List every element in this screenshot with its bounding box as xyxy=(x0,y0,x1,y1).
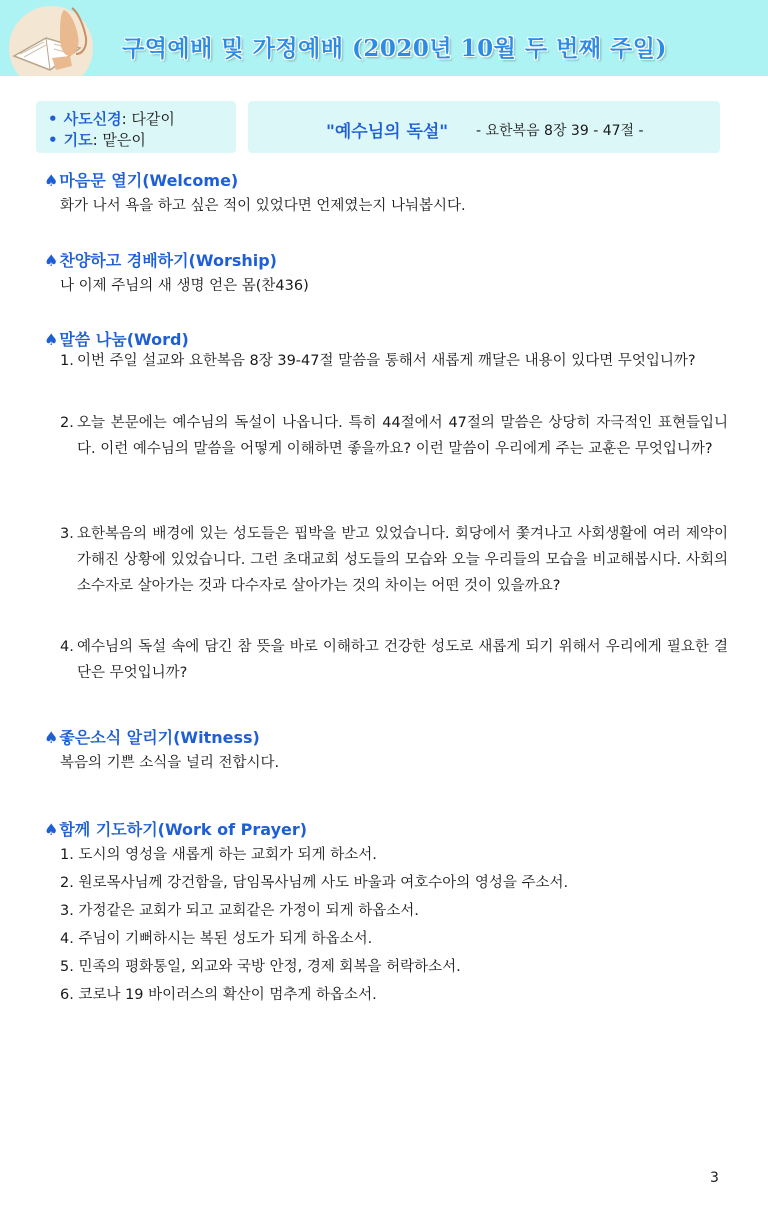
word-question-4: 4. 예수님의 독설 속에 담긴 참 뜻을 바로 이해하고 건강한 성도로 새롭게 되기 위해서 우리에게 필요한 결단은 무엇입니까? xyxy=(60,639,728,681)
spade-icon: ♠ xyxy=(44,171,59,190)
worship-order-box xyxy=(36,101,236,153)
sermon-box xyxy=(248,101,720,153)
prayer-item-1: 1. 도시의 영성을 새롭게 하는 교회가 되게 하소서. xyxy=(60,847,377,863)
page-title: 구역예배 및 가정예배 (2020년 10월 두 번째 주일) xyxy=(122,35,667,62)
spade-icon: ♠ xyxy=(44,251,59,270)
bullet-icon: • xyxy=(48,131,58,149)
sermon-title: "예수님의 독설" xyxy=(326,122,449,142)
welcome-text: 화가 나서 욕을 하고 싶은 적이 있었다면 언제였는지 나눠봅시다. xyxy=(60,198,466,214)
section-heading-prayer: ♠함께 기도하기(Work of Prayer) xyxy=(44,820,308,839)
section-heading-worship: ♠찬양하고 경배하기(Worship) xyxy=(44,251,277,270)
page-header xyxy=(0,0,768,76)
prayer-item-4: 4. 주님이 기뻐하시는 복된 성도가 되게 하옵소서. xyxy=(60,931,373,947)
witness-text: 복음의 기쁜 소식을 널리 전합시다. xyxy=(60,755,280,771)
prayer-item-3: 3. 가정같은 교회가 되고 교회같은 가정이 되게 하옵소서. xyxy=(60,903,419,919)
worship-text: 나 이제 주님의 새 생명 얻은 몸(찬436) xyxy=(60,278,309,294)
order-item-prayer: • 기도: 맡은이 xyxy=(48,131,146,149)
section-heading-welcome: ♠마음문 열기(Welcome) xyxy=(44,171,239,190)
bullet-icon: • xyxy=(48,110,58,128)
word-question-1: 1. 이번 주일 설교와 요한복음 8장 39-47절 말씀을 통해서 새롭게 깨달은 내용이 있다면 무엇입니까? xyxy=(60,353,696,369)
spade-icon: ♠ xyxy=(44,728,59,747)
prayer-item-5: 5. 민족의 평화통일, 외교와 국방 안정, 경제 회복을 허락하소서. xyxy=(60,959,461,975)
section-heading-word: ♠말씀 나눔(Word) xyxy=(44,330,189,349)
word-question-2: 2. 오늘 본문에는 예수님의 독설이 나옵니다. 특히 44절에서 47절의 말씀은 상당히 자극적인 표현들입니다. 이런 예수님의 말씀을 어떻게 이해하면 좋을까요? 이런 말씀이 우리에게 주는 교훈은 무엇입니까? xyxy=(60,415,728,457)
prayer-item-2: 2. 원로목사님께 강건함을, 담임목사님께 사도 바울과 여호수아의 영성을 주소서. xyxy=(60,875,569,891)
word-question-3: 3. 요한복음의 배경에 있는 성도들은 핍박을 받고 있었습니다. 회당에서 쫓겨나고 사회생활에 여러 제약이 가해진 상황에 있었습니다. 그런 초대교회 성도들의 모습와 오늘 우리들의 모습을 비교해봅시다. 사회의 소수자로 살아가는 것과 다수자로 살아가는 것의 차이는 어떤 것이 있을까요? xyxy=(60,526,728,594)
section-heading-witness: ♠좋은소식 알리기(Witness) xyxy=(44,728,260,747)
order-item-creed: • 사도신경: 다같이 xyxy=(48,110,175,128)
praying-hands-bible-icon xyxy=(6,4,96,76)
page-number: 3 xyxy=(710,1170,719,1186)
prayer-item-6: 6. 코로나 19 바이러스의 확산이 멈추게 하옵소서. xyxy=(60,987,377,1003)
sermon-reference: - 요한복음 8장 39 - 47절 - xyxy=(476,123,644,139)
spade-icon: ♠ xyxy=(44,820,59,839)
spade-icon: ♠ xyxy=(44,330,59,349)
